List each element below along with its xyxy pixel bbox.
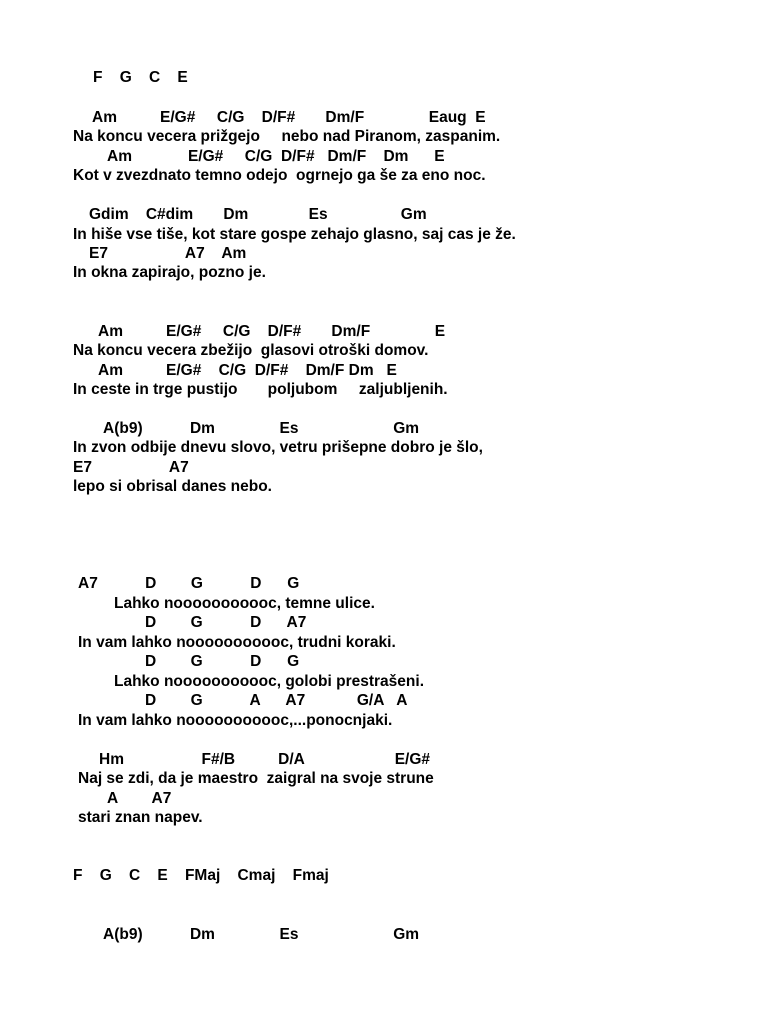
- lyric-line: Lahko nooooooooooc, temne ulice.: [114, 595, 375, 612]
- chord-line: E7 A7 Am: [89, 245, 247, 262]
- lyric-line: In okna zapirajo, pozno je.: [73, 264, 266, 281]
- lyric-line: Lahko nooooooooooc, golobi prestrašeni.: [114, 673, 424, 690]
- chord-line: Am E/G# C/G D/F# Dm/F Eaug E: [92, 109, 486, 126]
- chord-line: Am E/G# C/G D/F# Dm/F Dm E: [107, 148, 445, 165]
- chord-line: A(b9) Dm Es Gm: [103, 926, 420, 943]
- chord-line: Gdim C#dim Dm Es Gm: [89, 206, 427, 223]
- chord-line: D G D A7: [145, 614, 307, 631]
- chord-line: E7 A7: [73, 459, 189, 476]
- chord-line: D G A A7 G/A A: [145, 692, 408, 709]
- intro-chord-line: F G C E: [93, 69, 188, 86]
- chord-line: A(b9) Dm Es Gm: [103, 420, 420, 437]
- chord-line: Am E/G# C/G D/F# Dm/F Dm E: [98, 362, 397, 379]
- chord-line: D G D G: [145, 653, 300, 670]
- chord-line: A7 D G D G: [78, 575, 300, 592]
- chord-line: Am E/G# C/G D/F# Dm/F E: [98, 323, 446, 340]
- lyric-line: lepo si obrisal danes nebo.: [73, 478, 272, 495]
- lyric-line: In vam lahko nooooooooooc,...ponocnjaki.: [78, 712, 393, 729]
- lyric-line: In vam lahko nooooooooooc, trudni koraki.: [78, 634, 396, 651]
- chord-line: Hm F#/B D/A E/G#: [99, 751, 431, 768]
- chord-line: A A7: [107, 790, 172, 807]
- lyric-line: stari znan napev.: [78, 809, 203, 826]
- lyric-line: In zvon odbije dnevu slovo, vetru prišepne dobro je šlo,: [73, 439, 483, 456]
- lyric-line: Na koncu vecera prižgejo nebo nad Piranom, zaspanim.: [73, 128, 501, 145]
- lyric-line: Naj se zdi, da je maestro zaigral na svoje strune: [78, 770, 434, 787]
- lyric-line: In ceste in trge pustijo poljubom zaljubljenih.: [73, 381, 448, 398]
- lyric-line: Na koncu vecera zbežijo glasovi otroški domov.: [73, 342, 429, 359]
- outro-chord-line: F G C E FMaj Cmaj Fmaj: [73, 867, 329, 884]
- lyric-line: Kot v zvezdnato temno odejo ogrnejo ga še za eno noc.: [73, 167, 486, 184]
- lyric-line: In hiše vse tiše, kot stare gospe zehajo glasno, saj cas je že.: [73, 226, 516, 243]
